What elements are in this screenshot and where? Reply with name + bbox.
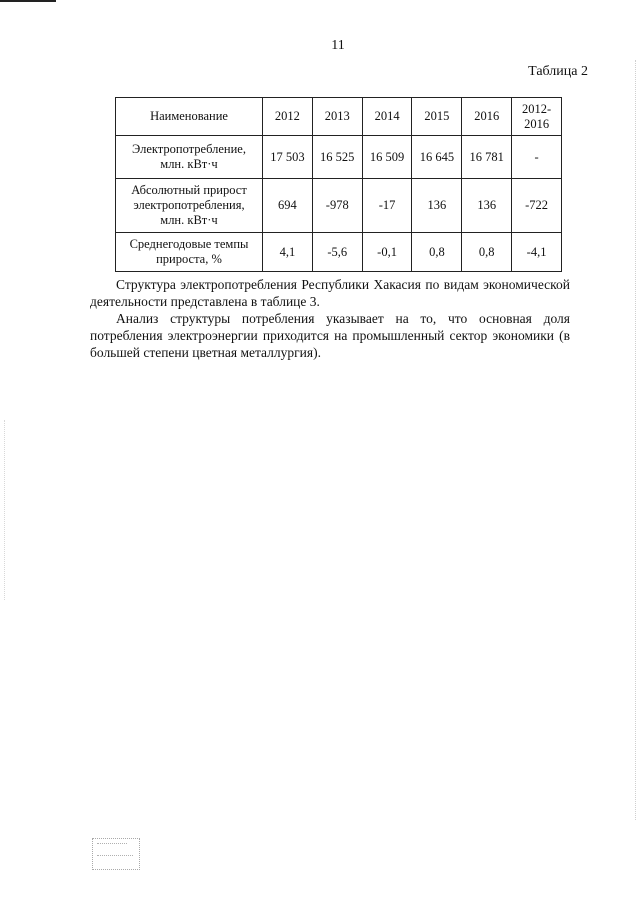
table-cell: 0,8 (412, 233, 462, 272)
page-number: 11 (331, 38, 345, 53)
table-header-row (116, 98, 562, 136)
header-2015: 2015 (412, 98, 462, 136)
table-cell: 0,8 (462, 233, 512, 272)
data-table (115, 97, 562, 272)
table-cell: 136 (412, 179, 462, 233)
faint-stamp (92, 838, 140, 870)
table-cell: -978 (312, 179, 362, 233)
table-cell: 16 645 (412, 136, 462, 179)
table-cell: 4,1 (263, 233, 313, 272)
paragraph-structure: Структура электропотребления Республики Хакасия по видам экономической деятельности представлена в таблице 3. (90, 277, 570, 309)
header-2012: 2012 (263, 98, 313, 136)
table-cell: 16 509 (362, 136, 412, 179)
table-cell: 16 525 (312, 136, 362, 179)
table-cell: -5,6 (312, 233, 362, 272)
row-label: Среднегодовые темпы прироста, % (116, 233, 263, 272)
table-row (116, 233, 562, 272)
table-cell: 16 781 (462, 136, 512, 179)
table-cell: 17 503 (263, 136, 313, 179)
row-label: Абсолютный прирост электропотребления, млн. кВт·ч (116, 179, 263, 233)
header-name: Наименование (116, 98, 263, 136)
stamp-line (97, 855, 133, 864)
right-margin-dots (634, 60, 636, 820)
body-text (90, 276, 570, 361)
header-2013: 2013 (312, 98, 362, 136)
row-label: Электропотребление, млн. кВт·ч (116, 136, 263, 179)
table-row (116, 179, 562, 233)
table-cell: -4,1 (512, 233, 562, 272)
header-2016: 2016 (462, 98, 512, 136)
table-cell: -0,1 (362, 233, 412, 272)
table-cell: 694 (263, 179, 313, 233)
left-margin-dots (4, 420, 6, 600)
header-2012-2016: 2012- 2016 (512, 98, 562, 136)
table-cell: -17 (362, 179, 412, 233)
table-row (116, 136, 562, 179)
stamp-line (97, 843, 127, 852)
table-cell: 136 (462, 179, 512, 233)
paragraph-analysis: Анализ структуры потребления указывает на то, что основная доля потребления электроэнергии приходится на промышленный сектор экономики (в большей степени цветная металлургия). (90, 311, 570, 360)
table-cell: - (512, 136, 562, 179)
table-caption: Таблица 2 (528, 64, 588, 79)
table-cell: -722 (512, 179, 562, 233)
header-2014: 2014 (362, 98, 412, 136)
top-border-line (0, 0, 56, 2)
